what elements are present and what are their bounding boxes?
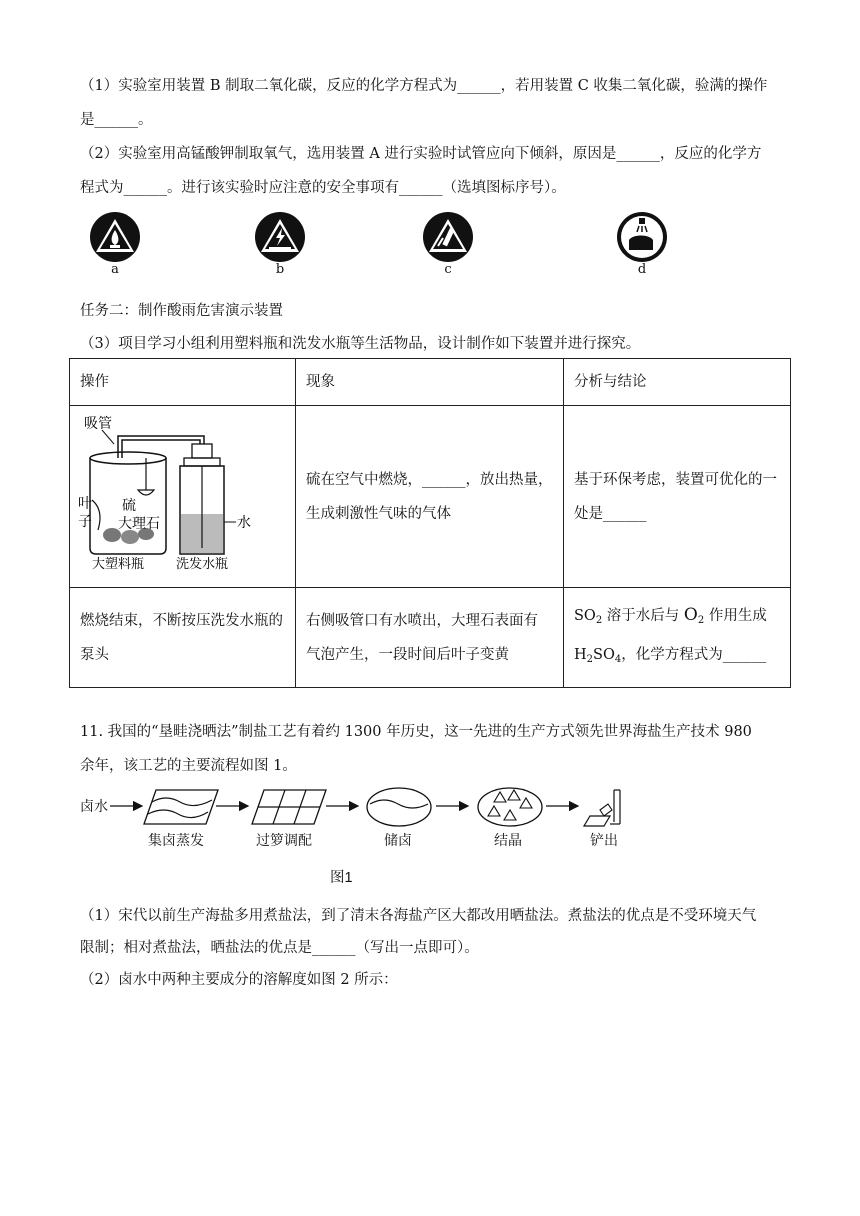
apparatus-cell (70, 406, 296, 588)
process-flow-diagram (80, 786, 640, 849)
phenomenon-line: 生成刺激性气味的气体 (306, 505, 451, 522)
flame-warning-icon (88, 210, 142, 264)
crystallization-icon (478, 788, 542, 826)
label-leaf-1: 叶 (78, 496, 92, 512)
formula-so2: SO (574, 608, 596, 624)
phenomenon-cell (296, 406, 564, 588)
q10-part2-line1: （2）实验室用高锰酸钾制取氧气，选用装置 A 进行实验时试管应向下倾斜，原因是______，反应的化学方 (80, 146, 762, 162)
table-header-row (70, 359, 791, 406)
phenomenon-cell (296, 588, 564, 688)
conclusion-text: 作用生成 (704, 608, 767, 624)
q11-part1-line2: 限制；相对煮盐法，晒盐法的优点是______（写出一点即可）。 (80, 940, 479, 956)
sieve-grid-icon (252, 790, 326, 824)
flow-start-label: 卤水 (80, 799, 108, 815)
electric-plug-warning-icon (253, 210, 307, 264)
table-row (70, 406, 791, 588)
formula-subscript: 4 (614, 654, 622, 665)
flow-step-label: 集卤蒸发 (148, 833, 204, 849)
phenomenon-line: 硫在空气中燃烧，______，放出热量， (306, 471, 553, 488)
formula-o2: O (683, 605, 698, 625)
icon-d (607, 210, 677, 277)
label-straw: 吸管 (84, 416, 112, 432)
q11-intro-line2: 余年，该工艺的主要流程如图 1。 (80, 758, 297, 774)
label-water: 水 (237, 515, 251, 531)
label-sulfur: 硫 (122, 498, 136, 514)
formula-h: H (574, 647, 587, 663)
formula-subscript: 2 (586, 654, 594, 665)
safety-icons-row (80, 210, 700, 290)
icon-c (413, 210, 483, 277)
brine-storage-icon (367, 788, 431, 826)
shovel-icon (584, 790, 620, 826)
table-header-cell: 操作 (70, 359, 296, 406)
table-header-cell: 现象 (296, 359, 564, 406)
flow-step-label: 结晶 (494, 833, 522, 849)
conclusion-line: 基于环保考虑，装置可优化的一 (574, 471, 777, 488)
task2-heading: 任务二：制作酸雨危害演示装置 (80, 303, 283, 319)
phenomenon-line: 右侧吸管口有水喷出，大理石表面有 (306, 612, 538, 629)
conclusion-text: ，化学方程式为______ (621, 647, 767, 663)
evaporation-pond-icon (144, 790, 218, 824)
conclusion-text: 溶于水后与 (602, 608, 684, 624)
q10-part1-line1: （1）实验室用装置 B 制取二氧化碳，反应的化学方程式为______，若用装置 C 收集二氧化碳，验满的操作 (80, 78, 768, 94)
phenomenon-line: 气泡产生，一段时间后叶子变黄 (306, 646, 509, 663)
label-leaf-2: 子 (78, 514, 92, 530)
label-shampoo-bottle: 洗发水瓶 (176, 557, 229, 570)
experiment-table (69, 358, 791, 688)
q10-part2-line2: 程式为______。进行该实验时应注意的安全事项有______（选填图标序号）。 (80, 180, 566, 196)
operation-cell (70, 588, 296, 688)
flow-step-label: 储卤 (384, 833, 412, 849)
operation-line: 燃烧结束，不断按压洗发水瓶的 (80, 612, 283, 629)
icon-a-label: a (111, 262, 119, 277)
icon-d-label: d (637, 262, 647, 277)
table-header-cell: 分析与结论 (564, 359, 791, 406)
conclusion-cell (564, 406, 791, 588)
label-big-bottle: 大塑料瓶 (92, 557, 145, 570)
q10-part3: （3）项目学习小组利用塑料瓶和洗发水瓶等生活物品，设计制作如下装置并进行探究。 (80, 336, 641, 352)
icon-c-label: c (444, 262, 452, 277)
table-row (70, 588, 791, 688)
hand-wash-icon (615, 210, 669, 264)
label-marble: 大理石 (118, 516, 160, 532)
formula-so: SO (593, 647, 615, 663)
figure-1-caption: 图1 (330, 870, 353, 886)
conclusion-line (574, 598, 780, 638)
flow-step-label: 铲出 (590, 833, 618, 849)
apparatus-diagram (74, 410, 279, 570)
icon-b (245, 210, 315, 277)
formula-subscript: 2 (697, 615, 705, 626)
conclusion-cell (564, 588, 791, 688)
q11-intro-line1: 11. 我国的“垦畦浇晒法”制盐工艺有着约 1300 年历史，这一先进的生产方式领先世界海盐生产技术 980 (80, 724, 752, 740)
glassware-warning-icon (421, 210, 475, 264)
conclusion-line (574, 638, 780, 677)
icon-a (80, 210, 150, 277)
formula-subscript: 2 (595, 615, 603, 626)
q11-part2: （2）卤水中两种主要成分的溶解度如图 2 所示： (80, 972, 398, 988)
conclusion-line: 处是______ (574, 505, 647, 522)
flow-step-label: 过箩调配 (256, 833, 312, 849)
q10-part1-line2: 是______。 (80, 112, 153, 128)
icon-b-label: b (275, 262, 285, 277)
q11-part1-line1: （1）宋代以前生产海盐多用煮盐法，到了清末各海盐产区大都改用晒盐法。煮盐法的优点是不受环境天气 (80, 908, 757, 924)
flow-shapes (80, 786, 640, 832)
operation-line: 泵头 (80, 646, 109, 663)
